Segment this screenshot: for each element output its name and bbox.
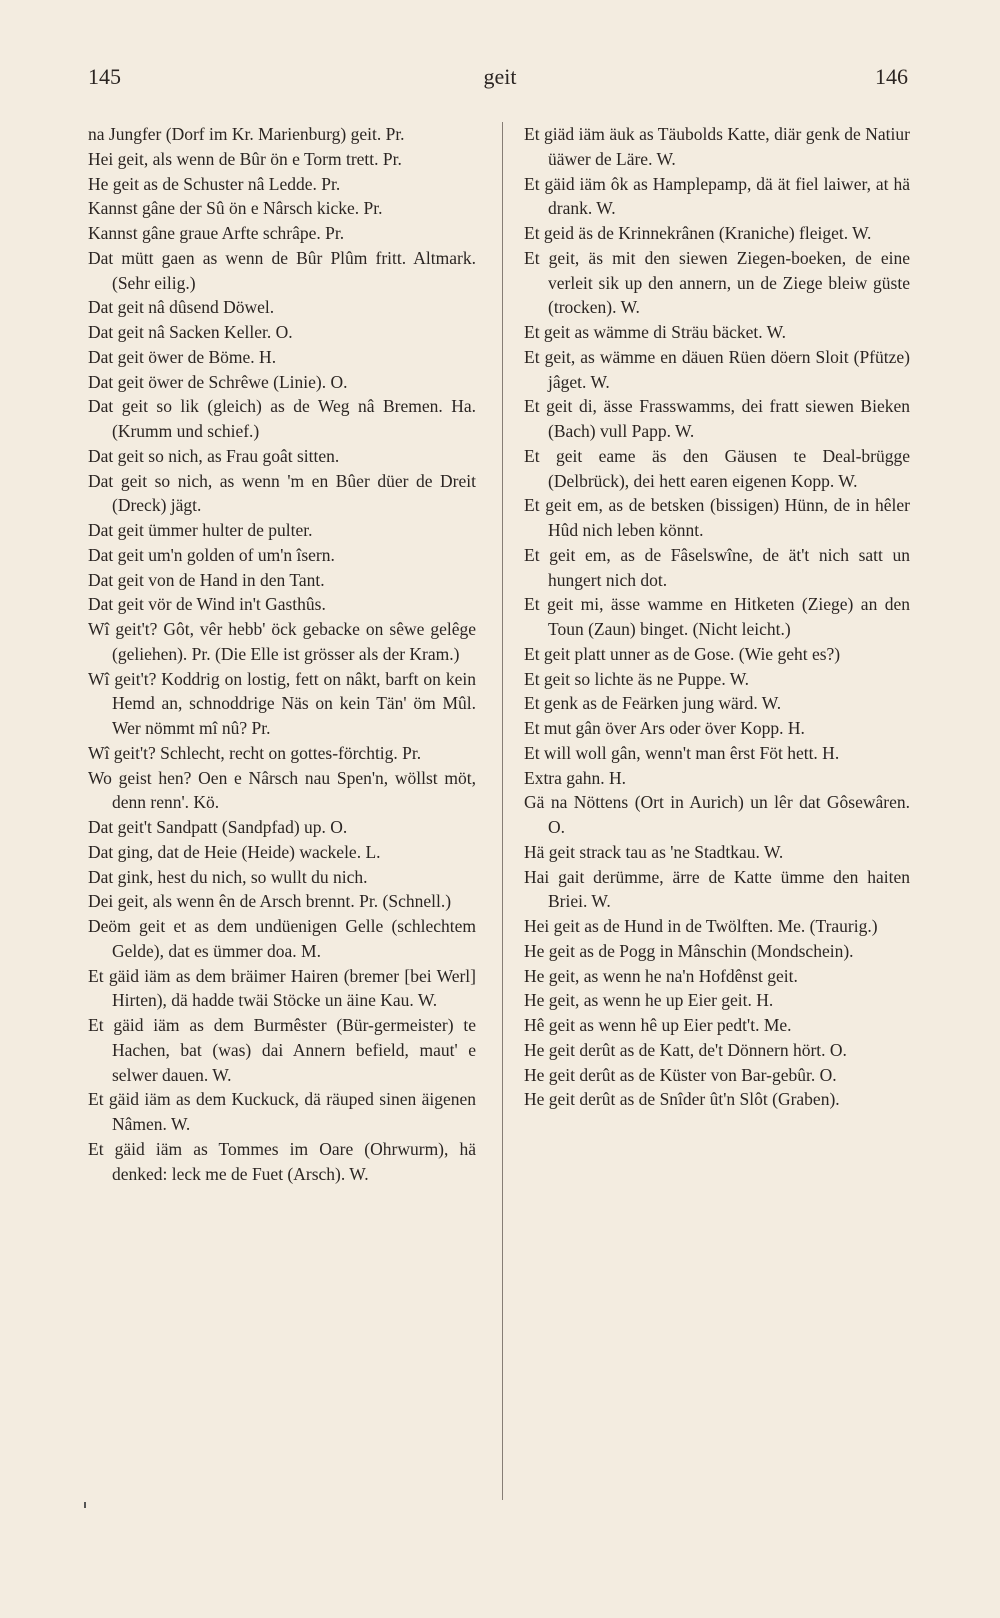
page-number-left: 145 <box>88 64 121 89</box>
right-column <box>524 122 910 1112</box>
dictionary-entry: Et geit so lichte äs ne Puppe. W. <box>524 668 750 689</box>
dictionary-entry: Dat geit't Sandpatt (Sandpfad) up. O. <box>88 817 348 837</box>
dictionary-entry: Wî geit't? Koddrig on lostig, fett on nâkt, barft on kein Hemd an, schnoddrige Näs on kein Tän' öm Mûl. Wer nömmt mî nû? Pr. <box>88 668 476 738</box>
dictionary-entry: Et geit mi, ässe wamme en Hitketen (Ziege) an den Toun (Zaun) binget. (Nicht leicht.) <box>524 594 910 639</box>
dictionary-entry: Dat geit um'n golden of um'n îsern. <box>88 544 335 565</box>
dictionary-entry: He geit derût as de Küster von Bar-gebûr. O. <box>524 1064 837 1085</box>
dictionary-entry: Dat geit öwer de Böme. H. <box>88 346 277 367</box>
running-head: geit <box>483 64 517 89</box>
print-mark <box>84 1502 86 1508</box>
left-column <box>88 122 476 1186</box>
dictionary-entry: Hei geit as de Hund in de Twölften. Me. (Traurig.) <box>524 916 878 936</box>
dictionary-entry: Dat geit ümmer hulter de pulter. <box>88 520 313 540</box>
dictionary-entry: He geit, as wenn he up Eier geit. H. <box>524 990 774 1011</box>
dictionary-entry: Dat geit so lik (gleich) as de Weg nâ Bremen. Ha. (Krumm und schief.) <box>88 396 476 441</box>
dictionary-entry: Dat ging, dat de Heie (Heide) wackele. L. <box>88 841 381 862</box>
dictionary-entry: Et gäid iäm as dem Kuckuck, dä räuped sinen äigenen Nâmen. W. <box>88 1089 476 1134</box>
page-number-right: 146 <box>875 64 908 89</box>
dictionary-entry: Et geit eame äs den Gäusen te Deal-brügge (Delbrück), dei hett earen eigenen Kopp. W. <box>524 445 910 491</box>
dictionary-entry: na Jungfer (Dorf im Kr. Marienburg) geit. Pr. <box>88 124 405 144</box>
dictionary-entry: Dat gink, hest du nich, so wullt du nich. <box>88 866 368 887</box>
dictionary-entry: Et geit em, as de Fâselswîne, de ät't nich satt un hungert nich dot. <box>524 544 910 590</box>
dictionary-entry: Et geit em, as de betsken (bissigen) Hünn, de in hêler Hûd nich leben könnt. <box>524 495 910 540</box>
dictionary-entry: Dat geit so nich, as Frau goât sitten. <box>88 445 340 466</box>
dictionary-entry: Dat geit von de Hand in den Tant. <box>88 569 325 590</box>
dictionary-entry: Hê geit as wenn hê up Eier pedt't. Me. <box>524 1015 792 1035</box>
dictionary-entry: Kannst gâne graue Arfte schrâpe. Pr. <box>88 223 345 243</box>
dictionary-entry: Et geit di, ässe Frasswamms, dei fratt siewen Bieken (Bach) vull Papp. W. <box>524 396 910 441</box>
dictionary-entry: Dat geit nâ dûsend Döwel. <box>88 297 275 318</box>
dictionary-entry: Et geid äs de Krinnekrânen (Kraniche) fleiget. W. <box>524 223 872 243</box>
dictionary-entry: Wî geit't? Schlecht, recht on gottes-förchtig. Pr. <box>88 742 422 763</box>
dictionary-entry: Et geit, äs mit den siewen Ziegen-boeken, de eine verleit sik up den annern, un de Ziege bleiw güste (trocken). W. <box>524 247 910 318</box>
dictionary-entry: Et genk as de Feärken jung wärd. W. <box>524 693 782 714</box>
dictionary-entry: Dat geit so nich, as wenn 'm en Bûer düer de Dreit (Dreck) jägt. <box>88 470 476 516</box>
dictionary-entry: Et geit platt unner as de Gose. (Wie geht es?) <box>524 643 841 664</box>
column-divider <box>502 122 503 1500</box>
dictionary-entry: He geit derût as de Katt, de't Dönnern hört. O. <box>524 1039 847 1060</box>
dictionary-entry: Et geit, as wämme en däuen Rüen döern Sloit (Pfütze) jâget. W. <box>524 346 910 392</box>
dictionary-entry: Et will woll gân, wenn't man êrst Föt hett. H. <box>524 742 840 763</box>
dictionary-entry: Et geit as wämme di Sträu bäcket. W. <box>524 322 786 342</box>
dictionary-entry: Dat geit nâ Sacken Keller. O. <box>88 322 293 342</box>
dictionary-entry: Deöm geit et as dem undüenigen Gelle (schlechtem Gelde), dat es ümmer doa. M. <box>88 916 476 961</box>
dictionary-entry: Wo geist hen? Oen e Nârsch nau Spen'n, wöllst möt, denn renn'. Kö. <box>88 767 476 813</box>
dictionary-entry: Et gäid iäm as Tommes im Oare (Ohrwurm), hä denked: leck me de Fuet (Arsch). W. <box>88 1138 476 1184</box>
dictionary-entry: He geit derût as de Snîder ût'n Slôt (Graben). <box>524 1089 840 1110</box>
dictionary-entry: Extra gahn. H. <box>524 767 627 788</box>
dictionary-entry: Hai gait derümme, ärre de Katte ümme den haiten Briei. W. <box>524 866 910 912</box>
dictionary-entry: Et gäid iäm as dem bräimer Hairen (bremer [bei Werl] Hirten), dä hadde twäi Stöcke un äine Kau. W. <box>88 965 476 1011</box>
dictionary-entry: Gä na Nöttens (Ort in Aurich) un lêr dat Gôsewâren. O. <box>524 792 910 837</box>
dictionary-entry: He geit, as wenn he na'n Hofdênst geit. <box>524 965 798 986</box>
dictionary-entry: He geit as de Schuster nâ Ledde. Pr. <box>88 173 341 194</box>
dictionary-entry: Et gäid iäm ôk as Hamplepamp, dä ät fiel laiwer, at hä drank. W. <box>524 173 910 219</box>
dictionary-entry: Et gäid iäm as dem Burmêster (Bür-germeister) te Hachen, bat (was) dai Annern befield, maut' e selwer dauen. W. <box>88 1015 476 1085</box>
dictionary-entry: Kannst gâne der Sû ön e Nârsch kicke. Pr. <box>88 198 383 219</box>
dictionary-entry: Hei geit, als wenn de Bûr ön e Torm trett. Pr. <box>88 148 402 169</box>
dictionary-entry: Wî geit't? Gôt, vêr hebb' öck gebacke on sêwe gelêge (geliehen). Pr. (Die Elle ist grösser als der Kram.) <box>88 619 476 664</box>
dictionary-entry: Hä geit strack tau as 'ne Stadtkau. W. <box>524 841 784 862</box>
dictionary-entry: Dat geit öwer de Schrêwe (Linie). O. <box>88 371 348 392</box>
dictionary-entry: Et giäd iäm äuk as Täubolds Katte, diär genk de Natiur üäwer de Läre. W. <box>524 124 910 169</box>
dictionary-entry: Dat geit vör de Wind in't Gasthûs. <box>88 594 326 615</box>
dictionary-entry: Et mut gân över Ars oder över Kopp. H. <box>524 718 805 738</box>
dictionary-entry: Dat mütt gaen as wenn de Bûr Plûm fritt. Altmark. (Sehr eilig.) <box>88 247 476 293</box>
dictionary-entry: He geit as de Pogg in Mânschin (Mondschein). <box>524 940 854 961</box>
dictionary-entry: Dei geit, als wenn ên de Arsch brennt. Pr. (Schnell.) <box>88 891 452 912</box>
